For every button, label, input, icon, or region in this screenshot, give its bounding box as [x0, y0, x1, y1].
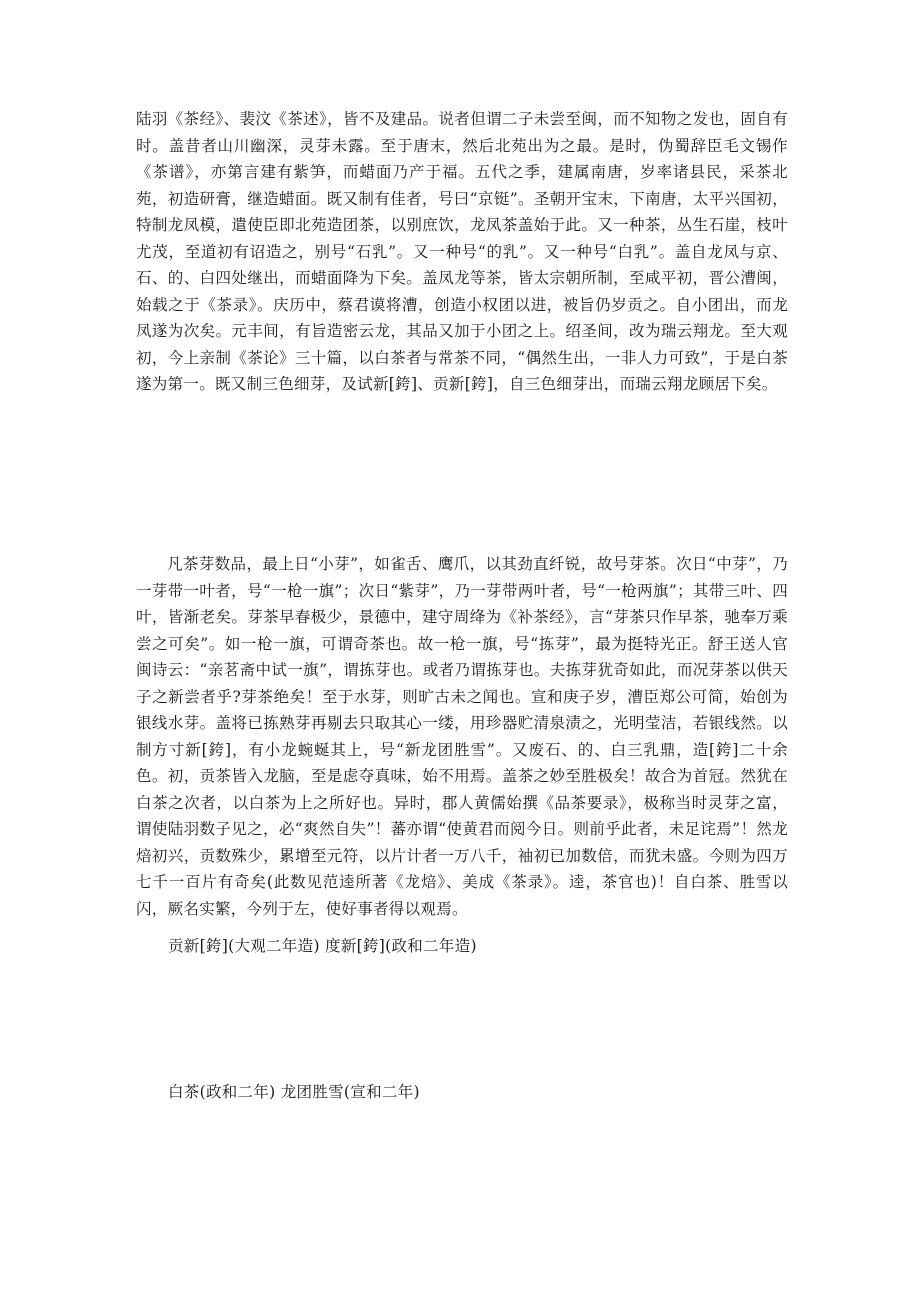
body-paragraph-1: 陆羽《茶经》、裴汶《茶述》，皆不及建品。说者但谓二子未尝至闽，而不知物之发也，固自有时。盖昔者山川幽深，灵芽未露。至于唐末，然后北苑出为之最。是时，伪蜀辞臣毛文锡作《茶谱》，亦第言建有紫笋，而蜡面乃产于福。五代之季，建属南唐，岁率诸县民，采茶北苑，初造研膏，继造蜡面。既又制有佳者，号曰“京铤”。圣朝开宝末，下南唐，太平兴国初，特制龙凤模，遣使臣即北苑造团茶，以别庶饮，龙凤茶盖始于此。又一种茶，丛生石崖，枝叶尤茂，至道初有诏造之，别号“石乳”。又一种号“的乳”。又一种号“白乳”。盖自龙凤与京、石、的、白四处继出，而蜡面降为下矣。盖凤龙等茶，皆太宗朝所制，至咸平初，晋公漕闽，始载之于《茶录》。庆历中，蔡君谟将漕，创造小权团以进，被旨仍岁贡之。自小团出，而龙凤遂为次矣。元丰间，有旨造密云龙，其品又加于小团之上。绍圣间，改为瑞云翔龙。至大观初，今上亲制《茶论》三十篇，以白茶者与常茶不同，“偶然生出，一非人力可致”，于是白茶遂为第一。既又制三色细芽，及试新[銙]、贡新[銙]，自三色细芽出，而瑞云翔龙顾居下矣。: [136, 110, 788, 393]
tea-list-line-2: 白茶(政和二年) 龙团胜雪(宣和二年): [168, 1083, 420, 1101]
body-paragraph-2: 凡茶芽数品，最上日“小芽”，如雀舌、鹰爪，以其劲直纤锐，故号芽茶。次日“中芽”，乃一芽带一叶者，号“一枪一旗”；次日“紫芽”，乃一芽带两叶者，号“一枪两旗”；其带三叶、四叶，皆渐老矣。芽茶早春极少，景德中，建守周绛为《补茶经》，言“芽茶只作早茶，驰奉万乘尝之可矣”。如一枪一旗，可谓奇茶也。故一枪一旗，号“拣芽”，最为挺特光正。舒王送人官闽诗云：“亲茗斋中试一旗”，谓拣芽也。或者乃谓拣芽也。夫拣芽犹奇如此，而况芽茶以供天子之新尝者乎?芽茶绝矣！至于水芽，则旷古未之闻也。宣和庚子岁，漕臣郑公可简，始创为银线水芽。盖将已拣熟芽再剔去只取其心一缕，用珍器贮清泉渍之，光明莹洁，若银线然。以制方寸新[銙]，有小龙蜿蜒其上，号“新龙团胜雪”。又废石、的、白三乳鼎，造[銙]二十余色。初，贡茶皆入龙脑，至是虑夺真味，始不用焉。盖茶之妙至胜极矣！故合为首冠。然犹在白茶之次者，以白茶为上之所好也。异时，郡人黄儒始撰《品茶要录》，极称当时灵芽之富，谓使陆羽数子见之，必“爽然自失”！蕃亦谓“使黄君而阅今日。则前乎此者，未足诧焉”！然龙焙初兴，贡数殊少，累增至元符，以片计者一万八千，袖初已加数倍，而犹未盛。今则为四万七千一百片有奇矣(此数见范逵所著《龙焙》、美成《茶录》。逵，茶官也)！自白茶、胜雪以闪，厥名实繁，今列于左，使好事者得以观焉。: [136, 555, 788, 918]
tea-list-line-1: 贡新[銙](大观二年造) 度新[銙](政和二年造): [168, 937, 477, 955]
